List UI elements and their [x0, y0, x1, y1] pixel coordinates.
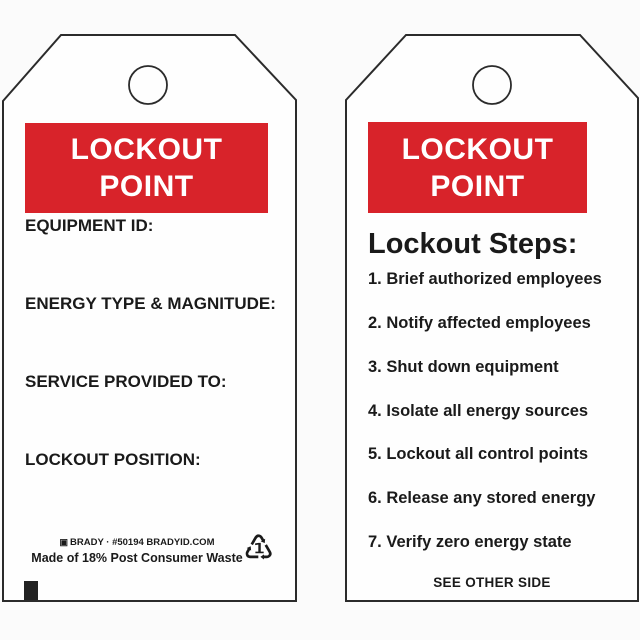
back-tag [345, 34, 639, 602]
brady-footer [30, 537, 244, 565]
see-other-side-label: SEE OTHER SIDE [433, 575, 551, 590]
lockout-point-banner [25, 123, 268, 213]
banner-line: POINT [99, 170, 194, 203]
lockout-step-3: 3. Shut down equipment [368, 358, 559, 376]
lockout-point-banner [368, 122, 587, 213]
banner-line: LOCKOUT [70, 133, 223, 166]
field-label-service-provided-to: SERVICE PROVIDED TO: [25, 372, 227, 391]
lockout-step-1: 1. Brief authorized employees [368, 270, 602, 288]
front-tag [2, 34, 297, 602]
field-label-lockout-position: LOCKOUT POSITION: [25, 450, 201, 469]
field-label-equipment-id: EQUIPMENT ID: [25, 216, 154, 235]
lockout-step-6: 6. Release any stored energy [368, 489, 596, 507]
lockout-step-7: 7. Verify zero energy state [368, 533, 572, 551]
recycle-type1-icon: ♳ [243, 529, 275, 568]
banner-line: LOCKOUT [401, 132, 554, 166]
brady-logo-icon: ▣ [59, 537, 69, 547]
field-label-energy-type-magnitude: ENERGY TYPE & MAGNITUDE: [25, 294, 276, 313]
lockout-step-5: 5. Lockout all control points [368, 445, 589, 463]
lockout-steps-heading: Lockout Steps: [368, 228, 578, 260]
lockout-step-4: 4. Isolate all energy sources [368, 402, 589, 420]
banner-line: POINT [430, 169, 525, 203]
part-number-text: BRADY · #50194 BRADYID.COM [70, 537, 215, 548]
registration-mark [24, 581, 38, 600]
recycled-content-line: Made of 18% Post Consumer Waste [31, 550, 243, 565]
part-number-line [30, 537, 244, 549]
lockout-step-2: 2. Notify affected employees [368, 314, 591, 332]
